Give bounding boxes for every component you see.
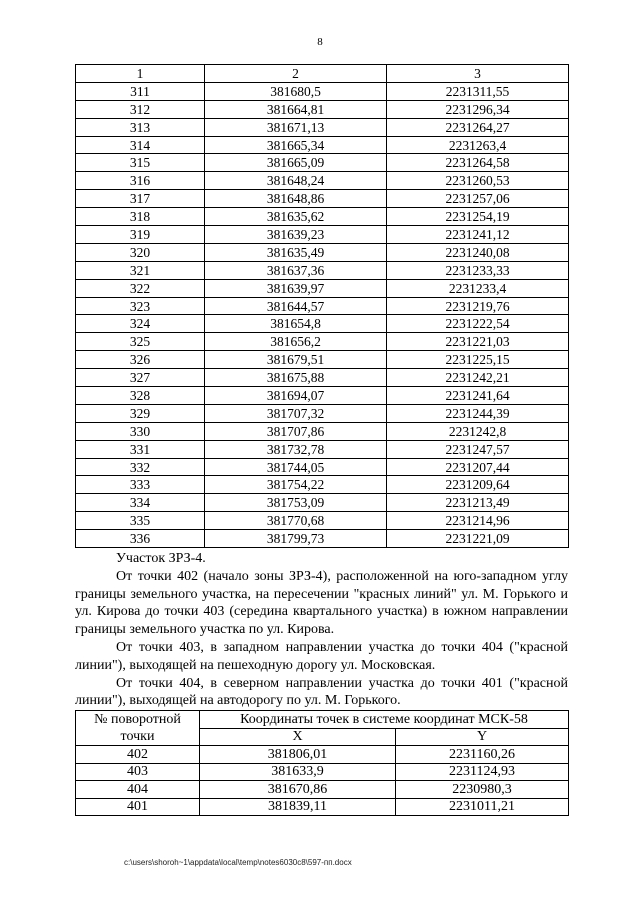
- y-header: Y: [396, 728, 569, 746]
- y-coordinate-cell: 2231124,93: [396, 763, 569, 781]
- table-row: [76, 279, 569, 297]
- y-coordinate-cell: 2231296,34: [387, 100, 569, 118]
- point-number-cell: 330: [76, 422, 205, 440]
- table-row: [76, 404, 569, 422]
- y-coordinate-cell: 2231241,64: [387, 387, 569, 405]
- y-coordinate-cell: 2231221,03: [387, 333, 569, 351]
- point-number-cell: 325: [76, 333, 205, 351]
- table-row: [76, 422, 569, 440]
- y-coordinate-cell: 2231311,55: [387, 82, 569, 100]
- point-number-cell: 332: [76, 458, 205, 476]
- y-coordinate-cell: 2231219,76: [387, 297, 569, 315]
- x-coordinate-cell: 381770,68: [205, 512, 387, 530]
- point-number-cell: 402: [76, 746, 200, 764]
- point-number-cell: 329: [76, 404, 205, 422]
- table-row: [76, 118, 569, 136]
- table-row: [76, 100, 569, 118]
- table-row: [76, 781, 569, 799]
- table-row: [76, 243, 569, 261]
- point-number-cell: 316: [76, 172, 205, 190]
- y-coordinate-cell: 2231257,06: [387, 190, 569, 208]
- y-coordinate-cell: 2231209,64: [387, 476, 569, 494]
- y-coordinate-cell: 2231241,12: [387, 226, 569, 244]
- x-coordinate-cell: 381744,05: [205, 458, 387, 476]
- table-row: [76, 494, 569, 512]
- file-path-footer: c:\users\shoroh~1\appdata\local\temp\notes6030c8\597-пп.docx: [124, 858, 352, 867]
- table-row: [76, 351, 569, 369]
- point-number-cell: 312: [76, 100, 205, 118]
- paragraph: От точки 404, в северном направлении участка до точки 401 ("красной линии"), выходящей на автодорогу по ул. М. Горького.: [75, 675, 568, 709]
- table-row: [76, 190, 569, 208]
- table-row: [76, 798, 569, 816]
- x-coordinate-cell: 381671,13: [205, 118, 387, 136]
- point-number-cell: 319: [76, 226, 205, 244]
- point-number-cell: 317: [76, 190, 205, 208]
- x-coordinate-cell: 381679,51: [205, 351, 387, 369]
- table-row: [76, 746, 569, 764]
- column-header: 3: [387, 65, 569, 83]
- table-row: [76, 226, 569, 244]
- x-coordinate-cell: 381665,34: [205, 136, 387, 154]
- x-coordinate-cell: 381654,8: [205, 315, 387, 333]
- y-coordinate-cell: 2231213,49: [387, 494, 569, 512]
- point-number-cell: 320: [76, 243, 205, 261]
- x-coordinate-cell: 381648,86: [205, 190, 387, 208]
- point-number-cell: 334: [76, 494, 205, 512]
- point-number-cell: 323: [76, 297, 205, 315]
- y-coordinate-cell: 2231225,15: [387, 351, 569, 369]
- x-coordinate-cell: 381635,62: [205, 208, 387, 226]
- table-row: [76, 136, 569, 154]
- table-header-row: [76, 65, 569, 83]
- y-coordinate-cell: 2231260,53: [387, 172, 569, 190]
- point-number-cell: 328: [76, 387, 205, 405]
- table-row: [76, 387, 569, 405]
- table-header-row: [76, 711, 569, 729]
- x-coordinate-cell: 381644,57: [205, 297, 387, 315]
- table-row: [76, 261, 569, 279]
- y-coordinate-cell: 2231221,09: [387, 530, 569, 548]
- x-coordinate-cell: 381637,36: [205, 261, 387, 279]
- table-row: [76, 82, 569, 100]
- paragraph: От точки 402 (начало зоны ЗРЗ-4), расположенной на юго-западном углу границы земельного участка, на пересечении "красных линий" ул. М. Горького и ул. Кирова до точки 403 (середина квартального участка) в южном направлении границы земельного участка по ул. Кирова.: [75, 568, 568, 638]
- point-number-cell: 327: [76, 369, 205, 387]
- table-row: [76, 440, 569, 458]
- y-coordinate-cell: 2230980,3: [396, 781, 569, 799]
- table-row: [76, 530, 569, 548]
- y-coordinate-cell: 2231254,19: [387, 208, 569, 226]
- y-coordinate-cell: 2231222,54: [387, 315, 569, 333]
- x-coordinate-cell: 381680,5: [205, 82, 387, 100]
- point-number-cell: 322: [76, 279, 205, 297]
- table-row: [76, 172, 569, 190]
- y-coordinate-cell: 2231242,21: [387, 369, 569, 387]
- x-coordinate-cell: 381633,9: [200, 763, 396, 781]
- table-row: [76, 208, 569, 226]
- table-row: [76, 369, 569, 387]
- x-coordinate-cell: 381799,73: [205, 530, 387, 548]
- point-number-cell: 404: [76, 781, 200, 799]
- section-heading: Участок ЗРЗ-4.: [116, 551, 206, 566]
- section-text: [75, 550, 568, 710]
- y-coordinate-cell: 2231240,08: [387, 243, 569, 261]
- point-number-cell: 401: [76, 798, 200, 816]
- point-number-cell: 331: [76, 440, 205, 458]
- x-coordinate-cell: 381670,86: [200, 781, 396, 799]
- table-row: [76, 315, 569, 333]
- table-row: [76, 512, 569, 530]
- point-number-cell: 336: [76, 530, 205, 548]
- point-number-cell: 318: [76, 208, 205, 226]
- y-coordinate-cell: 2231011,21: [396, 798, 569, 816]
- point-number-cell: 333: [76, 476, 205, 494]
- x-coordinate-cell: 381665,09: [205, 154, 387, 172]
- x-coordinate-cell: 381753,09: [205, 494, 387, 512]
- x-coordinate-cell: 381694,07: [205, 387, 387, 405]
- point-number-cell: 403: [76, 763, 200, 781]
- y-coordinate-cell: 2231264,58: [387, 154, 569, 172]
- point-number-cell: 311: [76, 82, 205, 100]
- y-coordinate-cell: 2231233,4: [387, 279, 569, 297]
- y-coordinate-cell: 2231242,8: [387, 422, 569, 440]
- table-row: [76, 333, 569, 351]
- x-coordinate-cell: 381639,23: [205, 226, 387, 244]
- coordinates-table: [75, 64, 569, 548]
- x-coordinate-cell: 381635,49: [205, 243, 387, 261]
- x-coordinate-cell: 381707,86: [205, 422, 387, 440]
- x-coordinate-cell: 381806,01: [200, 746, 396, 764]
- x-coordinate-cell: 381754,22: [205, 476, 387, 494]
- page-number: 8: [317, 36, 323, 48]
- point-number-header: № поворотной точки: [76, 711, 200, 746]
- point-number-cell: 321: [76, 261, 205, 279]
- y-coordinate-cell: 2231263,4: [387, 136, 569, 154]
- point-number-cell: 335: [76, 512, 205, 530]
- table-row: [76, 458, 569, 476]
- x-coordinate-cell: 381639,97: [205, 279, 387, 297]
- zone-coordinates-table: [75, 710, 569, 816]
- y-coordinate-cell: 2231207,44: [387, 458, 569, 476]
- point-number-cell: 314: [76, 136, 205, 154]
- y-coordinate-cell: 2231264,27: [387, 118, 569, 136]
- x-coordinate-cell: 381648,24: [205, 172, 387, 190]
- table-row: [76, 763, 569, 781]
- y-coordinate-cell: 2231233,33: [387, 261, 569, 279]
- x-coordinate-cell: 381707,32: [205, 404, 387, 422]
- paragraph: От точки 403, в западном направлении участка до точки 404 ("красной линии"), выходящей на пешеходную дорогу ул. Московская.: [75, 639, 568, 673]
- y-coordinate-cell: 2231247,57: [387, 440, 569, 458]
- coordinate-system-header: Координаты точек в системе координат МСК-58: [200, 711, 569, 729]
- x-coordinate-cell: 381732,78: [205, 440, 387, 458]
- y-coordinate-cell: 2231214,96: [387, 512, 569, 530]
- y-coordinate-cell: 2231244,39: [387, 404, 569, 422]
- point-number-cell: 324: [76, 315, 205, 333]
- table-row: [76, 476, 569, 494]
- x-coordinate-cell: 381839,11: [200, 798, 396, 816]
- x-coordinate-cell: 381656,2: [205, 333, 387, 351]
- column-header: 1: [76, 65, 205, 83]
- table-row: [76, 297, 569, 315]
- x-header: X: [200, 728, 396, 746]
- point-number-cell: 326: [76, 351, 205, 369]
- table-row: [76, 154, 569, 172]
- x-coordinate-cell: 381664,81: [205, 100, 387, 118]
- y-coordinate-cell: 2231160,26: [396, 746, 569, 764]
- point-number-cell: 315: [76, 154, 205, 172]
- x-coordinate-cell: 381675,88: [205, 369, 387, 387]
- column-header: 2: [205, 65, 387, 83]
- point-number-cell: 313: [76, 118, 205, 136]
